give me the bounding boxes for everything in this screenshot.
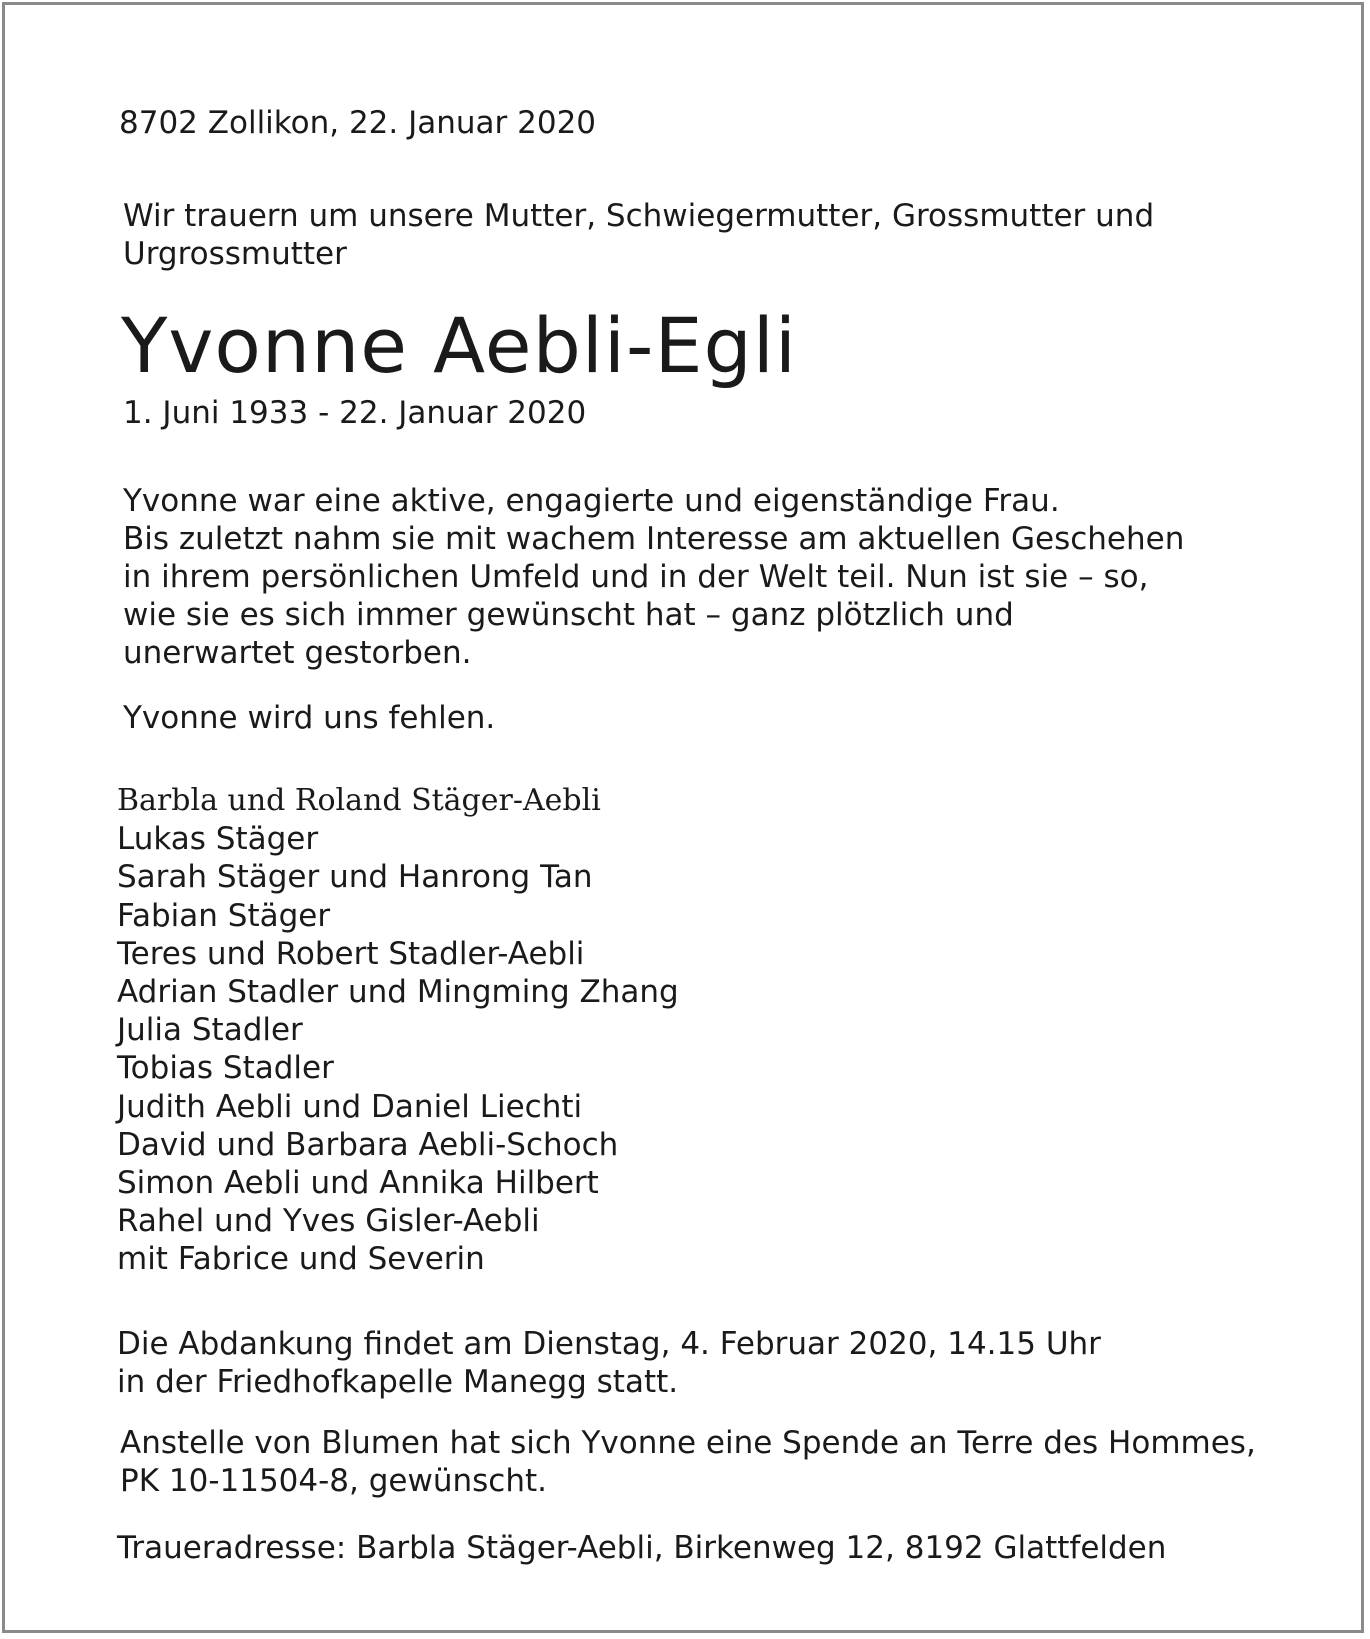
intro-text	[123, 197, 1154, 273]
dateline: 8702 Zollikon, 22. Januar 2020	[119, 105, 597, 141]
closing-line: Yvonne wird uns fehlen.	[123, 700, 496, 736]
tribute-line: wie sie es sich immer gewünscht hat – ganz plötzlich und	[123, 597, 1014, 633]
deceased-name: Yvonne Aebli-Egli	[121, 301, 797, 390]
intro-line: Urgrossmutter	[123, 236, 347, 272]
tribute-line: in ihrem persönlichen Umfeld und in der Welt teil. Nun ist sie – so,	[123, 559, 1149, 595]
service-line: Die Abdankung findet am Dienstag, 4. Februar 2020, 14.15 Uhr	[117, 1326, 1101, 1362]
donation-line: Anstelle von Blumen hat sich Yvonne eine Spende an Terre des Hommes,	[120, 1425, 1256, 1461]
mourner-item: Rahel und Yves Gisler-Aebli	[117, 1203, 540, 1240]
tribute-line: Bis zuletzt nahm sie mit wachem Interesse am aktuellen Geschehen	[123, 521, 1185, 557]
mourner-item: David und Barbara Aebli-Schoch	[117, 1126, 619, 1163]
tribute-paragraph	[123, 482, 1184, 672]
mourner-item: Simon Aebli und Annika Hilbert	[117, 1165, 599, 1202]
obituary-frame	[2, 2, 1364, 1633]
mourner-item: mit Fabrice und Severin	[117, 1241, 485, 1278]
mourner-item: Teres und Robert Stadler-Aebli	[117, 935, 585, 972]
mourner-item: Tobias Stadler	[117, 1050, 334, 1087]
mourner-item: Julia Stadler	[117, 1012, 303, 1049]
mourner-item: Lukas Stäger	[117, 821, 319, 858]
mourner-item: Fabian Stäger	[117, 897, 331, 934]
service-line: in der Friedhofkapelle Manegg statt.	[117, 1364, 679, 1400]
tribute-line: Yvonne war eine aktive, engagierte und eigenständige Frau.	[123, 483, 1060, 519]
donation-line: PK 10-11504-8, gewünscht.	[120, 1463, 547, 1499]
donation-info	[120, 1424, 1256, 1500]
mourner-item: Barbla und Roland Stäger-Aebli	[117, 783, 601, 818]
service-info	[117, 1325, 1101, 1401]
tribute-line: unerwartet gestorben.	[123, 635, 472, 671]
mourning-address: Traueradresse: Barbla Stäger-Aebli, Birkenweg 12, 8192 Glattfelden	[117, 1530, 1167, 1566]
mourner-item: Adrian Stadler und Mingming Zhang	[117, 974, 679, 1011]
mourner-item: Judith Aebli und Daniel Liechti	[117, 1088, 583, 1125]
lifespan: 1. Juni 1933 - 22. Januar 2020	[123, 395, 587, 431]
mourners-list	[117, 782, 679, 1279]
mourner-item: Sarah Stäger und Hanrong Tan	[117, 859, 593, 896]
intro-line: Wir trauern um unsere Mutter, Schwiegermutter, Grossmutter und	[123, 198, 1155, 234]
